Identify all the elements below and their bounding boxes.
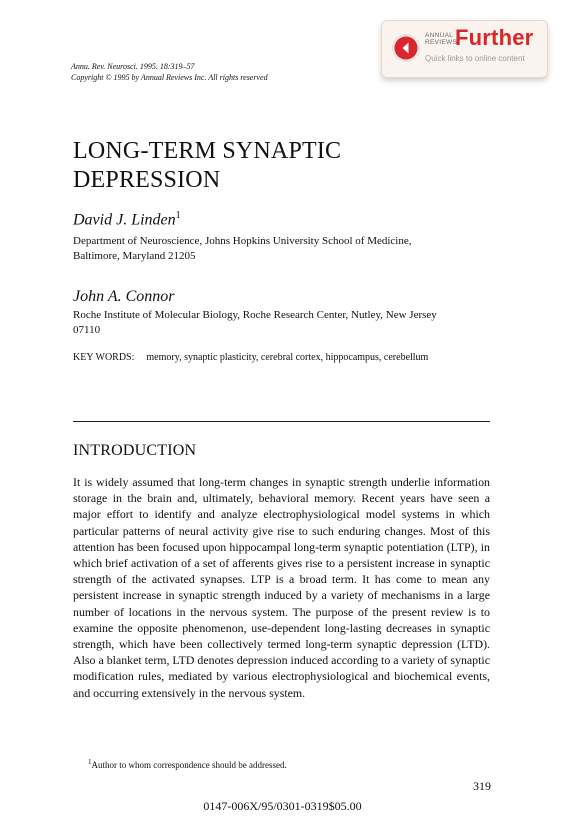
article-title-line-1: LONG-TERM SYNAPTIC <box>73 138 342 164</box>
author-2-name: John A. Connor <box>73 288 175 305</box>
badge-reviews-text: REVIEWS <box>425 39 458 46</box>
copyright-fee-code: 0147-006X/95/0301-0319$05.00 <box>203 799 362 813</box>
author-1-affiliation-line-2: Baltimore, Maryland 21205 <box>73 250 196 262</box>
author-1-affiliation <box>73 234 493 264</box>
footnote <box>88 758 287 770</box>
author-1-name <box>73 210 181 229</box>
footnote-text: Author to whom correspondence should be addressed. <box>91 760 287 770</box>
journal-citation: Annu. Rev. Neurosci. 1995. 18:319–57 <box>71 62 195 71</box>
badge-annual-text: ANNUAL <box>425 32 454 39</box>
copyright-notice: Copyright © 1995 by Annual Reviews Inc. All rights reserved <box>71 73 268 82</box>
further-badge-link[interactable] <box>381 20 548 78</box>
author-1-footnote-mark: 1 <box>175 210 181 221</box>
author-2-affiliation-line-2: 07110 <box>73 324 101 336</box>
author-2-affiliation-line-1: Roche Institute of Molecular Biology, Roche Research Center, Nutley, New Jersey <box>73 309 437 321</box>
page-number: 319 <box>473 779 491 793</box>
author-1-name-text: David J. Linden <box>73 211 176 229</box>
horizontal-rule <box>73 421 490 422</box>
intro-paragraph: It is widely assumed that long-term changes in synaptic strength underlie information storage in the brain and, ultimately, behavioral memory. Recent years have seen a major effort to identify and analyze electrophysiological model systems in which particular patterns of neural activity give rise to such enduring changes. Most of this attention has been focused upon hippocampal long-term synaptic potentiation (LTP), in which brief activation of a set of afferents gives rise to a persistent increase in synaptic strength of the activated synapses. LTP is a broad term. It has come to mean any persistent increase in synaptic strength induced by a variety of mechanisms in a large number of locations in the nervous system. The purpose of the present review is to examine the opposite phenomenon, use-dependent long-lasting decreases in synaptic strength, which have been collectively termed long-term synaptic depression (LTD). Also a blanket term, LTD denotes depression induced according to a variety of synaptic modification rules, mediated by various electrophysiological and biochemical events, and occurring extensively in the nervous system. <box>73 475 490 700</box>
badge-further-word: Further <box>455 25 534 50</box>
keywords <box>73 352 428 363</box>
author-1-affiliation-line-1: Department of Neuroscience, Johns Hopkins University School of Medicine, <box>73 235 412 247</box>
article-title <box>73 137 341 195</box>
author-2-affiliation <box>73 308 493 338</box>
badge-tagline: Quick links to online content <box>425 54 525 63</box>
keywords-label: KEY WORDS: <box>73 352 135 363</box>
article-title-line-2: DEPRESSION <box>73 167 221 193</box>
footnote-mark: 1 <box>88 758 92 766</box>
keywords-terms: memory, synaptic plasticity, cerebral cortex, hippocampus, cerebellum <box>146 352 429 363</box>
section-heading: INTRODUCTION <box>73 442 197 459</box>
back-arrow-circle-icon <box>391 33 421 63</box>
